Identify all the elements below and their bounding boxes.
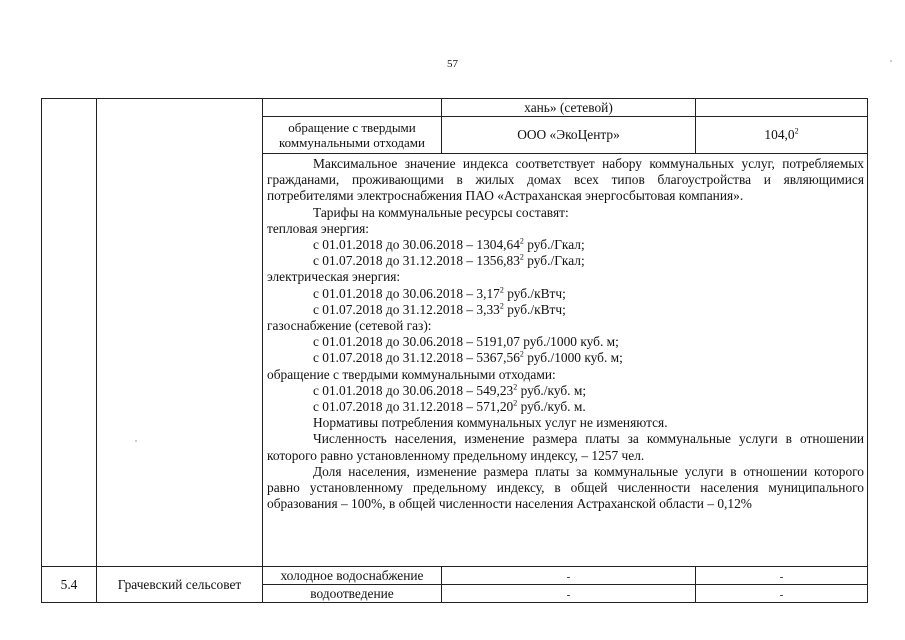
note-unit: руб./1000 куб. м; [523,350,623,366]
footnote-mark: 2 [499,301,504,311]
note-unit: руб./куб. м; [517,382,587,398]
footnote-mark: 2 [794,126,799,136]
note-population: Численность населения, изменение размера платы за коммунальные услуги в отношении которого равно установленному предельному индексу, – 1257 чел. [267,431,864,463]
note-heat-1 [267,237,864,253]
provider-name: хань» (сетевой) [524,99,613,115]
note-norms: Нормативы потребления коммунальных услуг не изменяются. [313,415,668,431]
footnote-mark: 2 [513,382,518,392]
scan-speck [890,60,892,62]
number-cell [42,567,97,603]
index-value: 104,0 [764,127,795,142]
note-gas-2 [267,350,864,366]
note-text: с 01.07.2018 до 31.12.2018 – 5367,56 [313,350,520,366]
note-heat-2 [267,253,864,269]
note-waste-2 [267,399,864,415]
note-unit: руб./куб. м. [517,399,586,415]
table-row [42,567,868,585]
note-elec-2 [267,302,864,318]
scan-speck [135,440,137,442]
note-unit: руб./кВтч; [503,285,566,301]
note-text: с 01.07.2018 до 31.12.2018 – 1356,83 [313,253,520,269]
note-waste-label: обращение с твердыми коммунальными отходами: [267,366,556,382]
note-text: с 01.07.2018 до 31.12.2018 – 571,20 [313,399,514,415]
service-name: обращение с твердыми коммунальными отходами [279,120,425,150]
index-cell [696,117,868,154]
note-heat-label: тепловая энергия: [267,220,370,236]
page-number: 57 [447,58,458,70]
tariff-table [41,98,868,603]
municipality-name: Грачевский сельсовет [117,576,242,592]
service-cell [263,567,442,585]
index-value: - [779,570,784,583]
municipality-cell-empty [97,99,263,567]
note-share: Доля населения, изменение размера платы за коммунальные услуги в отношении которого равно установленному предельному индексу, в общей численности населения муниципального образования – 100%, в общей численности населения Астраханской области – 0,12% [267,463,864,512]
provider-cell [442,585,696,603]
footnote-mark: 2 [519,252,524,262]
note-unit: руб./Гкал; [523,253,585,269]
note-unit: руб./Гкал; [523,237,585,253]
service-name: холодное водоснабжение [280,567,424,583]
index-cell-empty [696,99,868,117]
note-tariffs-intro: Тарифы на коммунальные ресурсы составят: [313,204,569,220]
municipality-cell [97,567,263,603]
notes-cell [263,154,868,567]
provider-cell [442,117,696,154]
note-gas-label: газоснабжение (сетевой газ): [267,318,432,334]
note-elec-1 [267,286,864,302]
footnote-mark: 2 [519,236,524,246]
footnote-mark: 2 [513,398,518,408]
note-text: с 01.01.2018 до 30.06.2018 – 3,17 [313,285,500,301]
note-elec-label: электрическая энергия: [267,269,401,285]
table-row [42,99,868,117]
service-cell-empty [263,99,442,117]
provider-cell [442,567,696,585]
provider-name: - [566,570,571,583]
note-max-index: Максимальное значение индекса соответствует набору коммунальных услуг, потребляемых гражданами, проживающими в жилых домах всех типов благоустройства и являющимися потребителями электроснабжения ПАО «Астраханская энергосбытовая компания». [267,156,864,204]
note-waste-1 [267,383,864,399]
row-number: 5.4 [60,576,78,592]
footnote-mark: 2 [499,285,504,295]
provider-name: - [566,588,571,601]
service-cell [263,117,442,154]
footnote-mark: 2 [519,349,524,359]
note-text: с 01.07.2018 до 31.12.2018 – 3,33 [313,301,500,317]
index-cell [696,567,868,585]
provider-name: ООО «ЭкоЦентр» [517,127,620,142]
note-text: с 01.01.2018 до 30.06.2018 – 1304,64 [313,237,520,253]
note-unit: руб./кВтч; [503,301,566,317]
index-cell [696,585,868,603]
index-value: - [779,588,784,601]
note-gas-1: с 01.01.2018 до 30.06.2018 – 5191,07 руб./1000 куб. м; [313,334,619,350]
note-text: с 01.01.2018 до 30.06.2018 – 549,23 [313,382,514,398]
service-name: водоотведение [310,585,394,601]
number-cell-empty [42,99,97,567]
service-cell [263,585,442,603]
provider-cell [442,99,696,117]
